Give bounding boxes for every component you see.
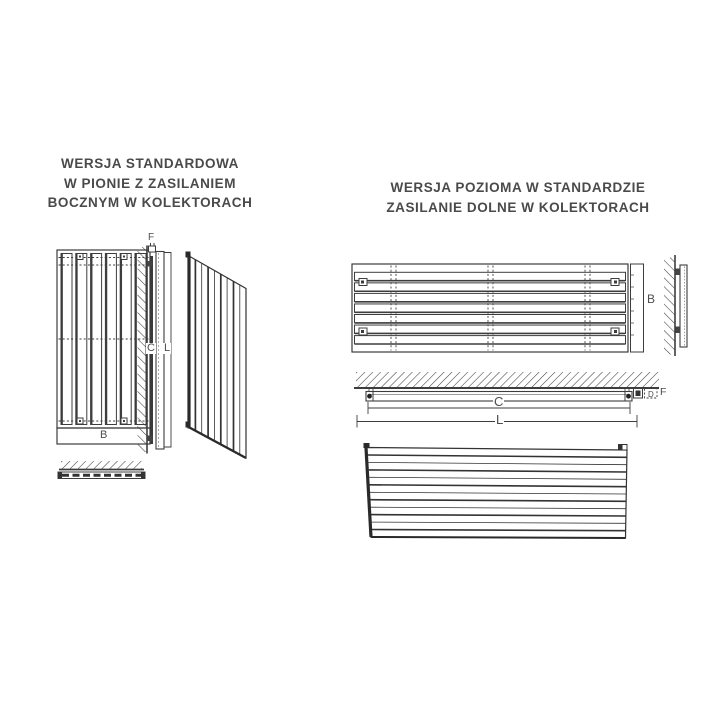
horizontal-radiator-front-view bbox=[352, 264, 628, 352]
right-title-line-2: ZASILANIE DOLNE W KOLEKTORACH bbox=[386, 199, 650, 215]
horizontal-radiator-side-view bbox=[664, 255, 687, 356]
vertical-radiator-front-view bbox=[57, 250, 150, 444]
left-title-line-3: BOCZNYM W KOLEKTORACH bbox=[47, 195, 253, 210]
radiator-profile bbox=[680, 265, 687, 347]
wall-hatching bbox=[664, 258, 675, 355]
vertical-radiator-top-view bbox=[58, 461, 145, 479]
horizontal-radiator-height-dimension bbox=[631, 264, 644, 352]
dim-label-d-right: D bbox=[648, 390, 654, 399]
dim-label-f-right: F bbox=[660, 386, 667, 398]
wall-hatching bbox=[356, 372, 659, 388]
vertical-slats bbox=[61, 254, 146, 425]
dim-label-l-right: L bbox=[496, 412, 504, 427]
vertical-radiator-3d-view bbox=[186, 252, 247, 459]
dim-label-f-left: F bbox=[148, 232, 155, 243]
mounting-bracket-lines bbox=[391, 266, 590, 351]
dim-label-l-left: L bbox=[164, 342, 171, 354]
left-title-line-1: WERSJA STANDARDOWA bbox=[61, 156, 239, 171]
connection-points bbox=[359, 279, 619, 336]
dim-label-b-right: B bbox=[647, 292, 656, 306]
dim-label-c-right: C bbox=[494, 394, 504, 409]
right-title-line-1: WERSJA POZIOMA W STANDARDZIE bbox=[390, 180, 646, 195]
wall-hatching bbox=[61, 461, 142, 469]
left-title-line-2: W PIONIE Z ZASILANIEM bbox=[63, 175, 237, 191]
horizontal-radiator-mounting-view bbox=[354, 372, 659, 428]
horizontal-radiator-3d-view bbox=[364, 443, 628, 538]
dim-label-b-left: B bbox=[100, 429, 108, 441]
top-valve-fitting bbox=[149, 243, 156, 253]
dim-label-c-left: C bbox=[147, 342, 155, 354]
